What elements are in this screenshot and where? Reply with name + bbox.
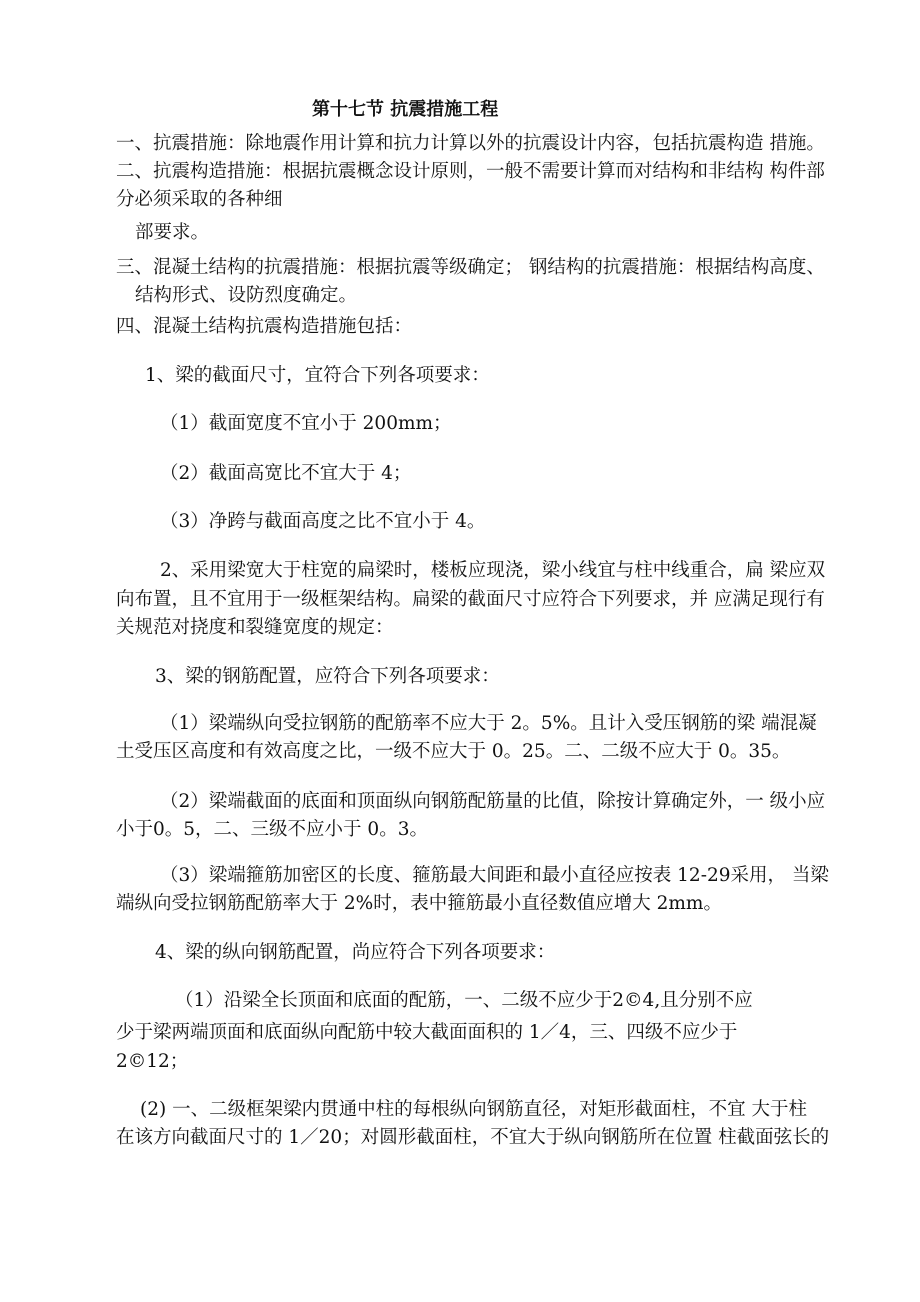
list-item: （3）梁端箍筋加密区的长度、箍筋最大间距和最小直径应按表 12-29采用， 当梁 bbox=[160, 865, 829, 886]
paragraph-line: 部要求。 bbox=[135, 222, 210, 243]
paragraph-line: 三、混凝土结构的抗震措施：根据抗震等级确定； 钢结构的抗震措施：根据结构高度、 bbox=[116, 257, 825, 278]
list-item: （3）净跨与截面高度之比不宜小于 4。 bbox=[160, 511, 486, 532]
list-item: （2）截面高宽比不宜大于 4； bbox=[160, 463, 412, 484]
paragraph-line: 四、混凝土结构抗震构造措施包括： bbox=[116, 316, 413, 337]
paragraph-line: 二、抗震构造措施：根据抗震概念设计原则，一般不需要计算而对结构和非结构 构件部 bbox=[116, 161, 825, 182]
list-item: (2) 一、二级框架梁内贯通中柱的每根纵向钢筋直径，对矩形截面柱，不宜 大于柱 bbox=[140, 1099, 807, 1120]
list-item: （2）梁端截面的底面和顶面纵向钢筋配筋量的比值，除按计算确定外，一 级小应 bbox=[160, 791, 826, 812]
paragraph-line: 结构形式、设防烈度确定。 bbox=[135, 285, 358, 306]
list-item: （1）梁端纵向受拉钢筋的配筋率不应大于 2。5%。且计入受压钢筋的梁 端混凝 bbox=[160, 713, 817, 734]
paragraph-line: 一、抗震措施：除地震作用计算和抗力计算以外的抗震设计内容，包括抗震构造 措施。 bbox=[116, 133, 825, 154]
list-item: 1、梁的截面尺寸，宜符合下列各项要求： bbox=[145, 365, 490, 386]
paragraph-line: 少于梁两端顶面和底面纵向配筋中较大截面面积的 1／4，三、四级不应少于 bbox=[116, 1022, 738, 1043]
list-item: 3、梁的钢筋配置，应符合下列各项要求： bbox=[155, 666, 500, 687]
paragraph-line: 端纵向受拉钢筋配筋率大于 2%时，表中箍筋最小直径数值应增大 2mm。 bbox=[116, 893, 722, 914]
paragraph-line: 分必须采取的各种细 bbox=[116, 189, 283, 210]
paragraph-line: 2©12； bbox=[116, 1051, 189, 1072]
paragraph-line: 土受压区高度和有效高度之比，一级不应大于 0。25。二、二级不应大于 0。35。 bbox=[116, 741, 791, 762]
paragraph-line: 在该方向截面尺寸的 1／20；对圆形截面柱，不宜大于纵向钢筋所在位置 柱截面弦长的 bbox=[116, 1127, 830, 1148]
list-item: （1）沿梁全长顶面和底面的配筋，一、二级不应少于2©4,且分别不应 bbox=[175, 990, 753, 1011]
paragraph-line: 向布置，且不宜用于一级框架结构。扁梁的截面尺寸应符合下列要求，并 应满足现行有 bbox=[116, 589, 825, 610]
paragraph-line: 关规范对挠度和裂缝宽度的规定： bbox=[116, 617, 394, 638]
list-item: 4、梁的纵向钢筋配置，尚应符合下列各项要求： bbox=[155, 942, 556, 963]
list-item: （1）截面宽度不宜小于 200mm； bbox=[160, 413, 452, 434]
section-title: 第十七节 抗震措施工程 bbox=[312, 99, 499, 120]
paragraph-line: 小于0。5，二、三级不应小于 0。3。 bbox=[116, 819, 428, 840]
list-item: 2、采用梁宽大于柱宽的扁梁时，楼板应现浇，梁小线宜与柱中线重合，扁 梁应双 bbox=[160, 560, 826, 581]
